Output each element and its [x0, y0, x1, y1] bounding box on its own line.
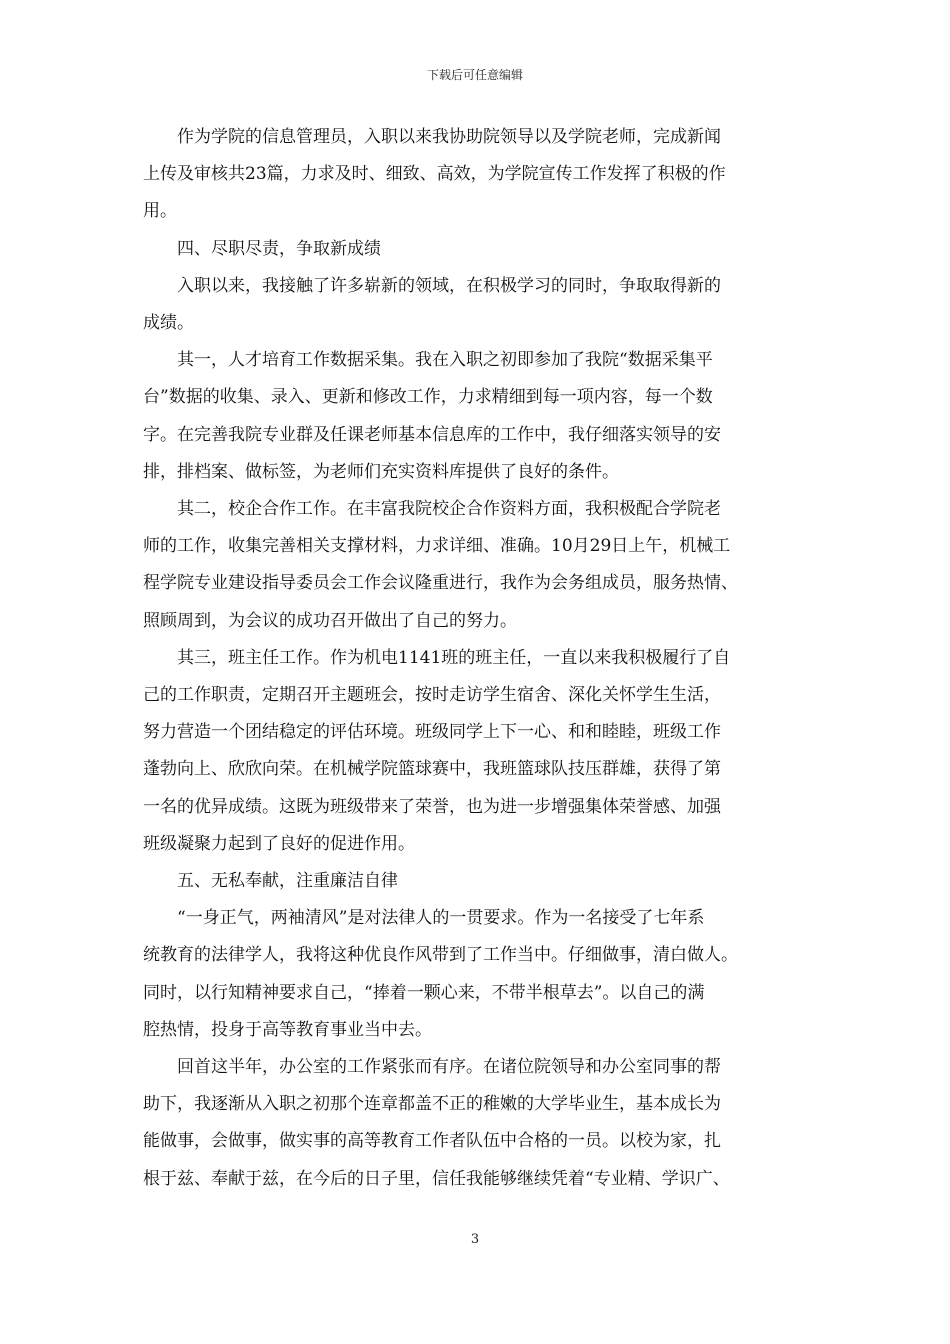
text-line: 排，排档案、做标签，为老师们充实资料库提供了良好的条件。	[143, 461, 619, 482]
text-line: 蓬勃向上、欣欣向荣。在机械学院篮球赛中，我班篮球队技压群雄，获得了第	[143, 759, 721, 780]
text-line: 入职以来，我接触了许多崭新的领域，在积极学习的同时，争取取得新的	[143, 275, 721, 296]
text-line: 作为学院的信息管理员，入职以来我协助院领导以及学院老师，完成新闻	[143, 127, 721, 147]
text-line: 字。在完善我院专业群及任课老师基本信息库的工作中，我仔细落实领导的安	[143, 424, 721, 445]
document-body	[143, 119, 823, 1198]
text-line: 统教育的法律学人，我将这种优良作风带到了工作当中。仔细做事，清白做人。	[143, 945, 738, 966]
text-line: 能做事，会做事，做实事的高等教育工作者队伍中合格的一员。以校为家，扎	[143, 1131, 721, 1152]
text-line: 努力营造一个团结稳定的评估环境。班级同学上下一心、和和睦睦，班级工作	[143, 722, 721, 743]
page-header-note: 下载后可任意编辑	[426, 68, 523, 82]
text-line: 回首这半年，办公室的工作紧张而有序。在诸位院领导和办公室同事的帮	[143, 1057, 721, 1078]
text-line: 程学院专业建设指导委员会工作会议隆重进行，我作为会务组成员，服务热情、	[143, 573, 738, 594]
text-line: 一名的优异成绩。这既为班级带来了荣誉，也为进一步增强集体荣誉感、加强	[143, 796, 721, 817]
text-line: 腔热情，投身于高等教育事业当中去。	[143, 1019, 432, 1040]
text-line: 成绩。	[143, 313, 194, 334]
text-line: 四、尽职尽责，争取新成绩	[143, 238, 381, 259]
text-line: 上传及审核共23篇，力求及时、细致、高效，为学院宣传工作发挥了积极的作	[143, 164, 726, 185]
text-line: 同时，以行知精神要求自己，“捧着一颗心来，不带半根草去”。以自己的满	[143, 982, 705, 1003]
text-line: 五、无私奉献，注重廉洁自律	[143, 871, 398, 892]
text-line: 用。	[143, 201, 177, 222]
text-line: 助下，我逐渐从入职之初那个连章都盖不正的稚嫩的大学毕业生，基本成长为	[143, 1094, 721, 1115]
text-line: 其一，人才培育工作数据采集。我在入职之初即参加了我院“数据采集平	[143, 350, 713, 371]
text-line: “一身正气，两袖清风”是对法律人的一贯要求。作为一名接受了七年系	[143, 908, 705, 929]
text-line: 班级凝聚力起到了良好的促进作用。	[143, 833, 415, 854]
text-line: 其三，班主任工作。作为机电1141班的班主任，一直以来我积极履行了自	[143, 647, 731, 668]
text-line: 己的工作职责，定期召开主题班会，按时走访学生宿舍、深化关怀学生生活，	[143, 685, 721, 706]
text-line: 师的工作，收集完善相关支撑材料，力求详细、准确。10月29日上午，机械工	[143, 536, 731, 557]
text-line: 其二，校企合作工作。在丰富我院校企合作资料方面，我积极配合学院老	[143, 499, 721, 520]
text-line: 台”数据的收集、录入、更新和修改工作，力求精细到每一项内容，每一个数	[143, 387, 713, 408]
text-line: 照顾周到，为会议的成功召开做出了自己的努力。	[143, 610, 517, 631]
text-line: 根于兹、奉献于兹，在今后的日子里，信任我能够继续凭着“专业精、学识广、	[143, 1168, 730, 1189]
page-number: 3	[470, 1232, 480, 1247]
